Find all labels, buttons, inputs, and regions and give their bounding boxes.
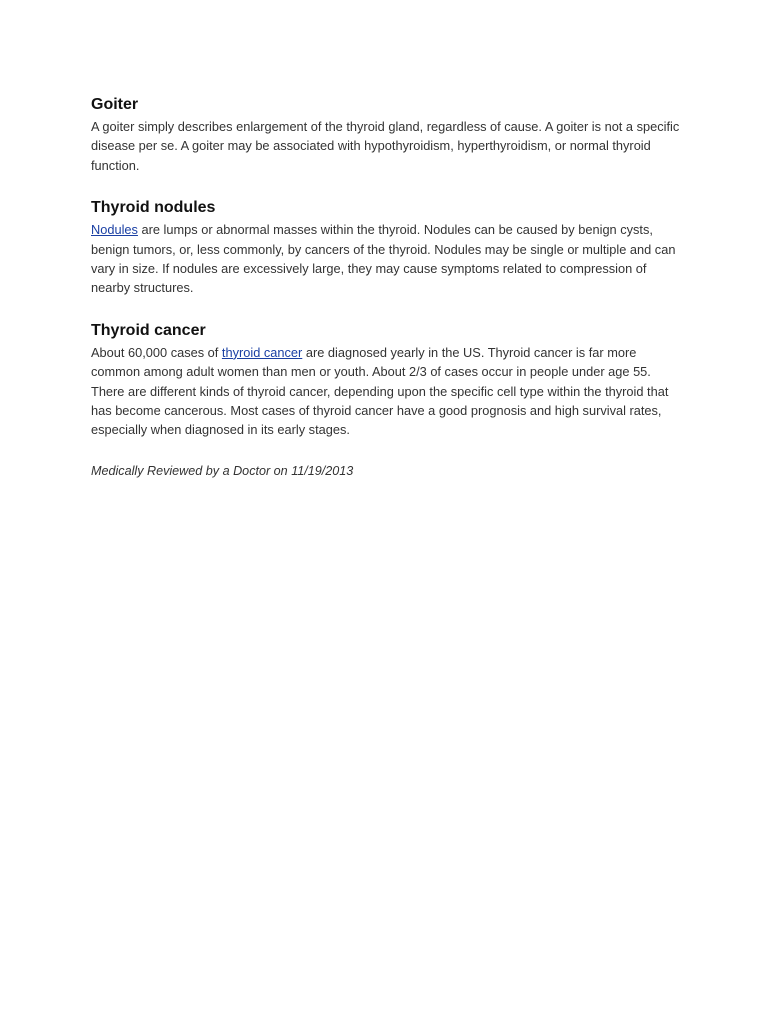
nodules-link[interactable]: Nodules	[91, 222, 138, 238]
heading-goiter: Goiter	[91, 96, 139, 113]
thyroid-cancer-link[interactable]: thyroid cancer	[221, 344, 303, 360]
cancer-text-before: About 60,000 cases of	[91, 344, 222, 360]
nodules-text: are lumps or abnormal masses within the thyroid. Nodules can be caused by benign cysts, benign tumors, or, less commonly, by cancers of the thyroid. Nodules may be single or multiple and can vary in size. If nodules are excessively large, they may cause symptoms related to compression of nearby structures.	[91, 222, 676, 296]
section-thyroid-cancer	[91, 320, 681, 440]
paragraph-goiter: A goiter simply describes enlargement of the thyroid gland, regardless of cause. A goiter is not a specific disease per se. A goiter may be associated with hypothyroidism, hyperthyroidism, or normal thyroid function.	[91, 119, 680, 173]
paragraph-thyroid-nodules	[91, 220, 681, 298]
heading-thyroid-nodules: Thyroid nodules	[91, 199, 216, 217]
paragraph-thyroid-cancer	[91, 343, 681, 440]
article-content	[91, 94, 681, 481]
heading-thyroid-cancer: Thyroid cancer	[91, 321, 206, 339]
cancer-text-after: are diagnosed yearly in the US. Thyroid cancer is far more common among adult women than men or youth. About 2/3 of cases occur in people under age 55. There are different kinds of thyroid cancer, depending upon the specific cell type within the thyroid that has become cancerous. Most cases of thyroid cancer have a good prognosis and high survival rates, especially when diagnosed in its early stages.	[91, 344, 669, 438]
section-thyroid-nodules	[91, 197, 681, 298]
medical-review-note: Medically Reviewed by a Doctor on 11/19/2013	[91, 463, 354, 478]
section-goiter	[91, 94, 681, 175]
